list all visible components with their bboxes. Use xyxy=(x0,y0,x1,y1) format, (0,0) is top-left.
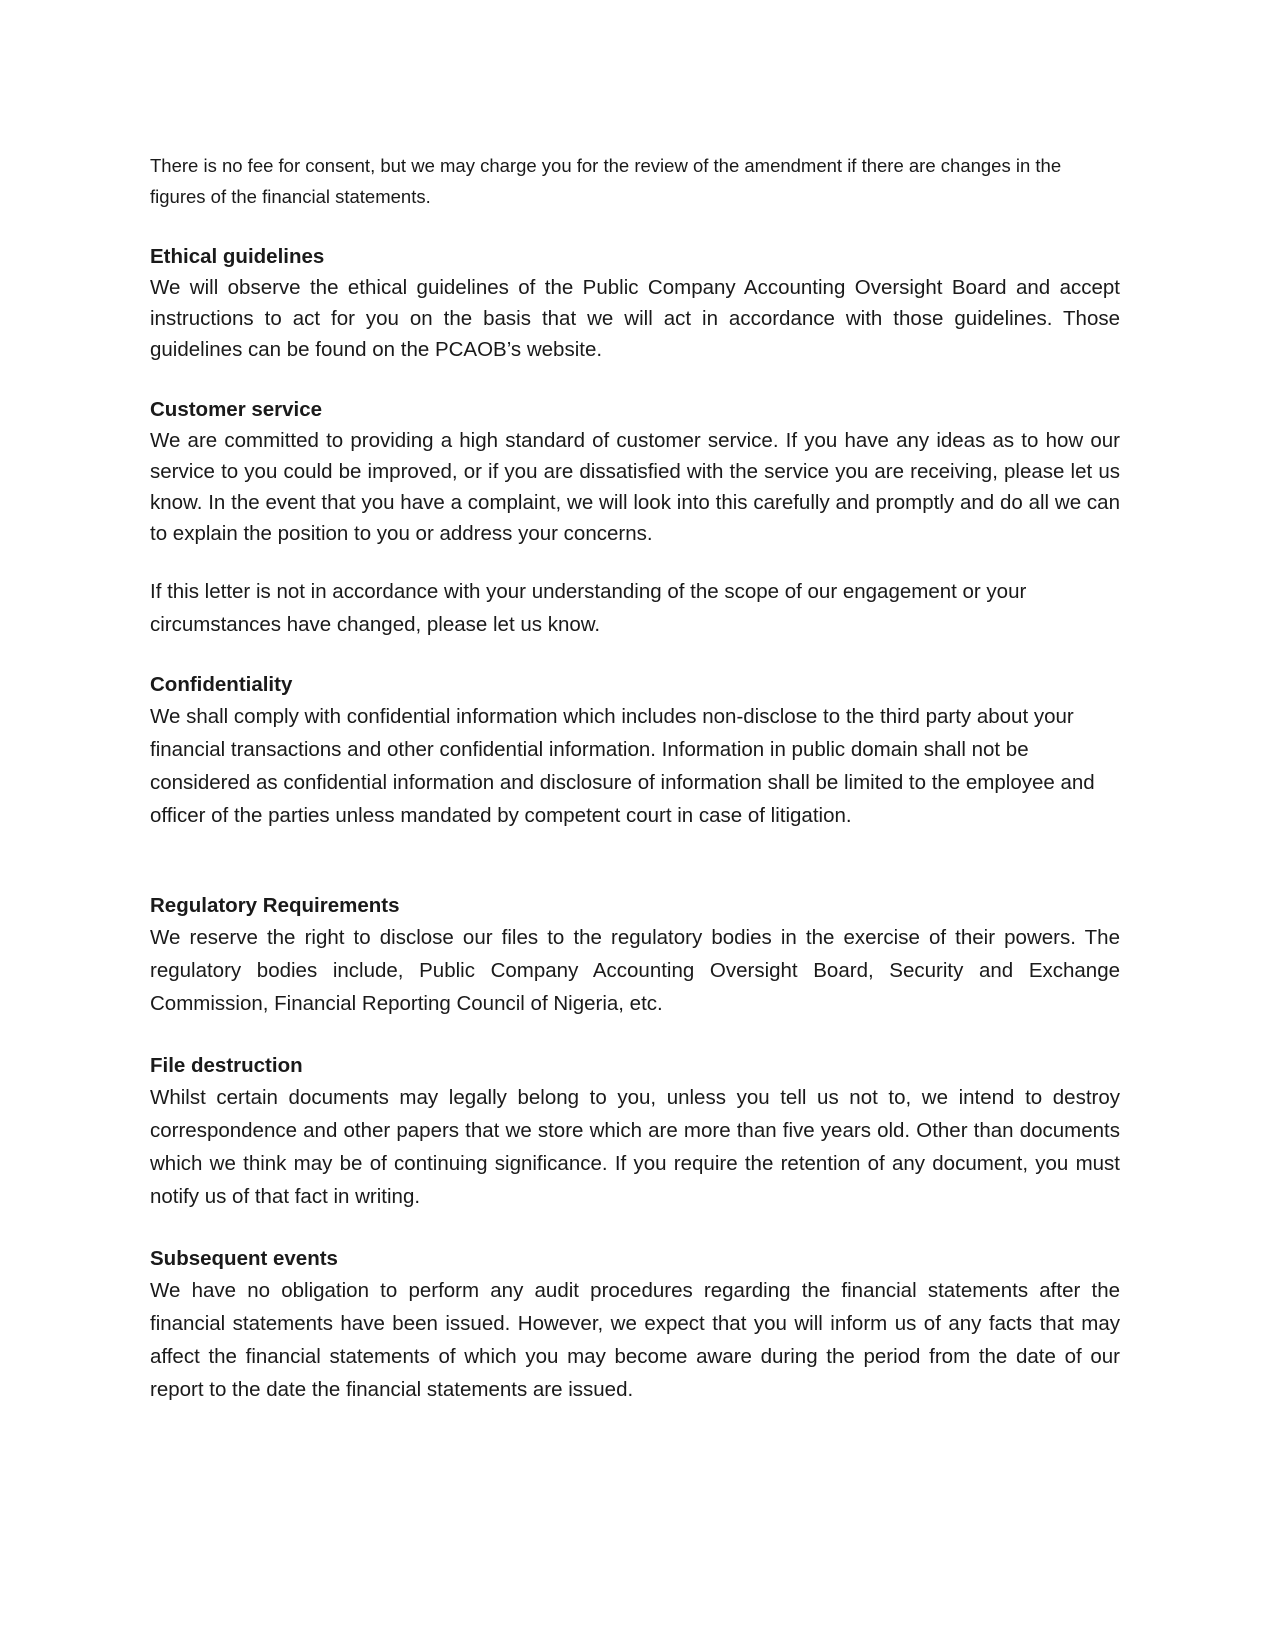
letter-page xyxy=(150,150,1120,1406)
section-customer-service xyxy=(150,394,1120,641)
section-file-destruction xyxy=(150,1050,1120,1213)
section-ethical-guidelines xyxy=(150,241,1120,365)
section-paragraph: We shall comply with confidential information which includes non-disclose to the third party about your financial transactions and other confidential information. Information in public domain shall not be considered as confidential information and disclosure of information shall be limited to the employee and officer of the parties unless mandated by competent court in case of litigation. xyxy=(150,705,1095,827)
section-heading: Ethical guidelines xyxy=(150,245,325,268)
section-paragraph: We will observe the ethical guidelines of the Public Company Accounting Oversight Board and accept instructions to act for you on the basis that we will act in accordance with those guidelines. Those guidelines can be found on the PCAOB’s website. xyxy=(150,276,1120,361)
section-paragraph: We are committed to providing a high standard of customer service. If you have any ideas as to how our service to you could be improved, or if you are dissatisfied with the service you are receiving, please let us know. In the event that you have a complaint, we will look into this carefully and promptly and do all we can to explain the position to you or address your concerns. xyxy=(150,429,1120,545)
section-heading: Subsequent events xyxy=(150,1247,338,1270)
section-paragraph: If this letter is not in accordance with your understanding of the scope of our engagement or your circumstances have changed, please let us know. xyxy=(150,580,1027,636)
section-paragraph: We have no obligation to perform any audit procedures regarding the financial statements after the financial statements have been issued. However, we expect that you will inform us of any facts that may affect the financial statements of which you may become aware during the period from the date of our report to the date the financial statements are issued. xyxy=(150,1279,1120,1401)
section-paragraph: Whilst certain documents may legally belong to you, unless you tell us not to, we intend to destroy correspondence and other papers that we store which are more than five years old. Other than documents which we think may be of continuing significance. If you require the retention of any document, you must notify us of that fact in writing. xyxy=(150,1086,1120,1208)
section-heading: Confidentiality xyxy=(150,673,293,696)
section-regulatory-requirements xyxy=(150,890,1120,1020)
section-confidentiality xyxy=(150,669,1120,832)
section-heading: File destruction xyxy=(150,1054,303,1077)
section-subsequent-events xyxy=(150,1243,1120,1406)
section-heading: Regulatory Requirements xyxy=(150,894,400,917)
intro-paragraph: There is no fee for consent, but we may charge you for the review of the amendment if there are changes in the figures of the financial statements. xyxy=(150,155,1062,207)
section-paragraph: We reserve the right to disclose our files to the regulatory bodies in the exercise of their powers. The regulatory bodies include, Public Company Accounting Oversight Board, Security and Exchange Commission, Financial Reporting Council of Nigeria, etc. xyxy=(150,926,1120,1015)
section-heading: Customer service xyxy=(150,398,323,421)
